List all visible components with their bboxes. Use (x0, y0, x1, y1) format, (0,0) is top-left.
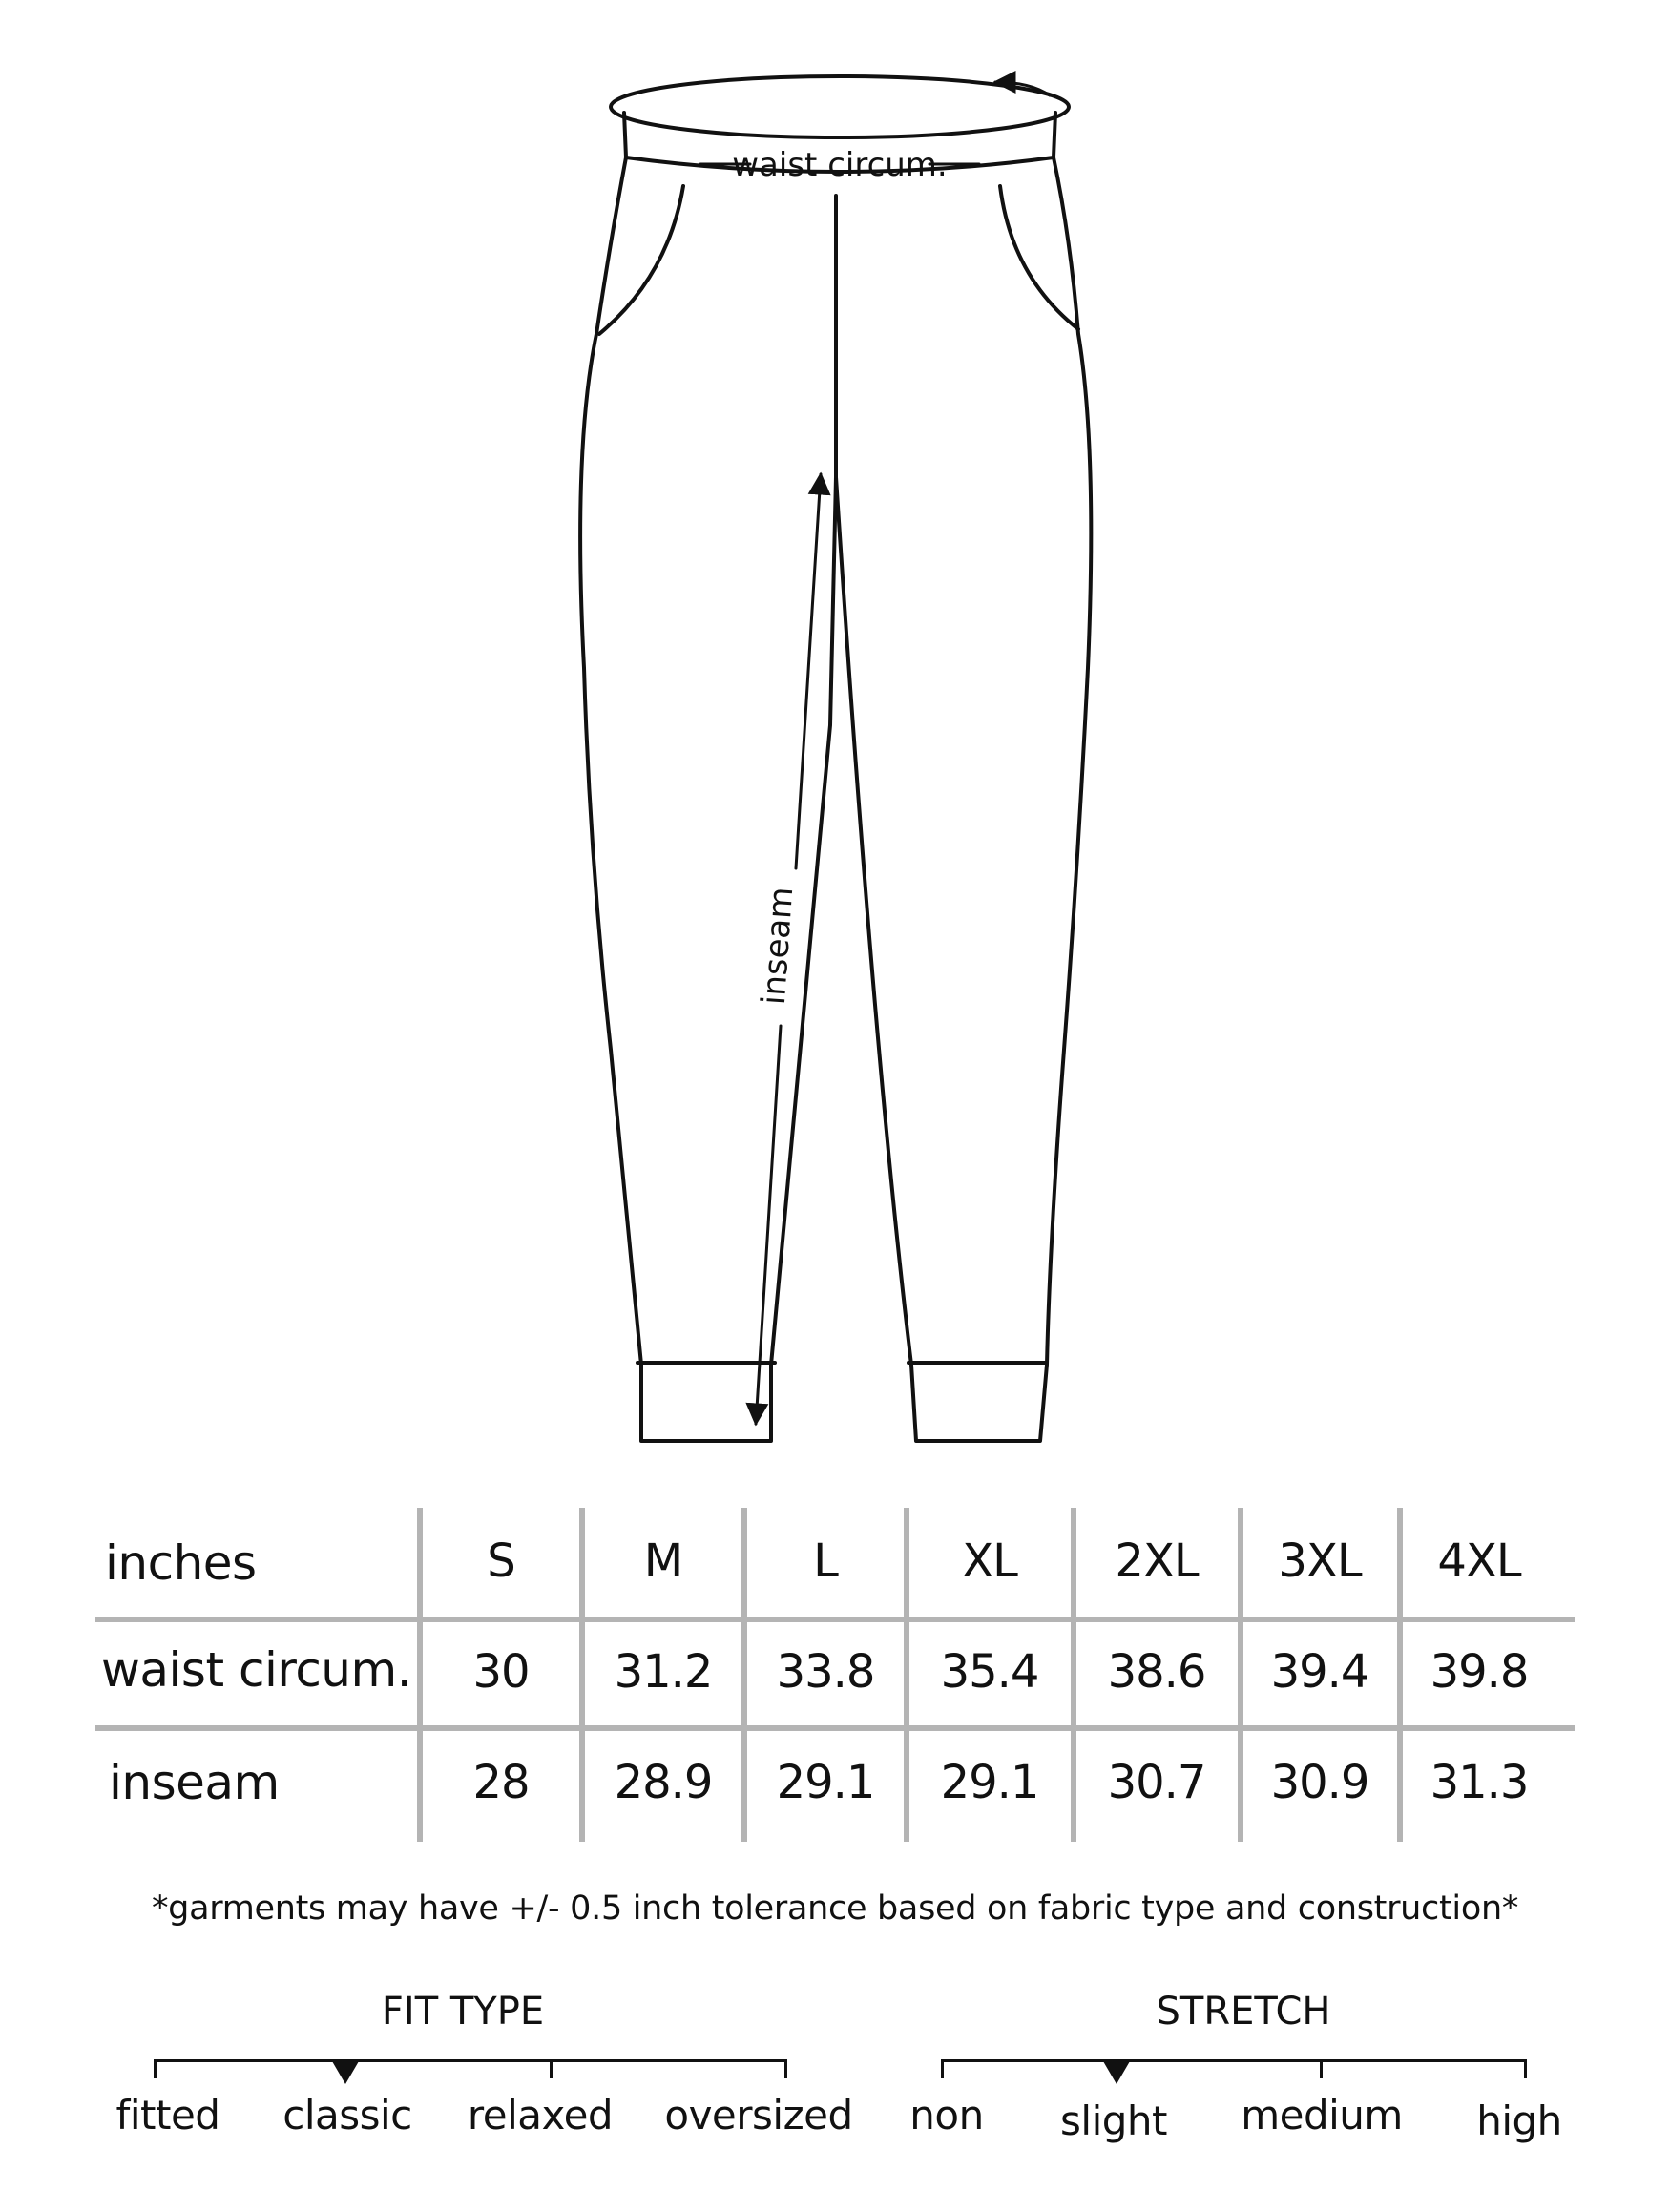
inseam-label: inseam (754, 886, 802, 1007)
table-cell: 31.3 (1430, 1756, 1529, 1809)
stretch-line (941, 2059, 1527, 2062)
size-header: 4XL (1437, 1534, 1521, 1588)
stretch-title: STRETCH (1156, 1990, 1331, 2034)
table-cell: 30 (472, 1645, 530, 1699)
table-row-divider (95, 1617, 1575, 1622)
fit-option-relaxed: relaxed (467, 2092, 614, 2139)
fit-type-tick (550, 2059, 553, 2078)
table-cell: 35.4 (940, 1645, 1039, 1699)
table-col-divider (1238, 1508, 1243, 1842)
table-row-divider (95, 1725, 1575, 1731)
size-header: 2XL (1115, 1534, 1199, 1588)
unit-label: inches (105, 1535, 257, 1591)
table-col-divider (1397, 1508, 1403, 1842)
fit-option-oversized: oversized (664, 2092, 853, 2139)
left-leg-outline (580, 157, 836, 1441)
tolerance-note: *garments may have +/- 0.5 inch tolerance based on fabric type and construction* (151, 1889, 1519, 1928)
stretch-marker-icon (1103, 2061, 1130, 2084)
table-cell: 28.9 (614, 1756, 713, 1809)
stretch-tick (941, 2059, 944, 2078)
fit-type-marker-icon (332, 2061, 359, 2084)
row-label-waist: waist circum. (101, 1642, 412, 1698)
stretch-tick (1524, 2059, 1527, 2078)
table-cell: 31.2 (614, 1645, 713, 1699)
left-pocket (599, 186, 683, 334)
inseam-arrow-top (796, 474, 821, 868)
stretch-option-non: non (909, 2092, 984, 2139)
size-header: S (487, 1534, 515, 1588)
table-cell: 39.8 (1430, 1645, 1529, 1699)
waist-label: waist circum. (732, 146, 948, 184)
fit-option-classic: classic (282, 2092, 412, 2139)
fit-type-title: FIT TYPE (381, 1990, 545, 2034)
table-col-divider (1071, 1508, 1076, 1842)
size-header: 3XL (1278, 1534, 1362, 1588)
table-col-divider (579, 1508, 585, 1842)
waist-ellipse (611, 76, 1069, 137)
size-table (95, 1508, 1575, 1842)
table-cell: 30.7 (1107, 1756, 1206, 1809)
table-cell: 30.9 (1270, 1756, 1369, 1809)
row-label-inseam: inseam (109, 1755, 280, 1810)
table-cell: 33.8 (776, 1645, 875, 1699)
size-header: XL (962, 1534, 1017, 1588)
table-cell: 29.1 (940, 1756, 1039, 1809)
table-col-divider (417, 1508, 423, 1842)
fit-type-tick (154, 2059, 157, 2078)
size-header: M (643, 1534, 683, 1588)
right-leg-outline (836, 157, 1091, 1441)
table-col-divider (741, 1508, 747, 1842)
table-col-divider (904, 1508, 909, 1842)
fit-option-fitted: fitted (115, 2092, 220, 2139)
table-cell: 28 (472, 1756, 530, 1809)
table-cell: 38.6 (1107, 1645, 1206, 1699)
table-cell: 29.1 (776, 1756, 875, 1809)
stretch-tick (1320, 2059, 1323, 2078)
stretch-option-medium: medium (1241, 2092, 1403, 2139)
fit-type-line (154, 2059, 787, 2062)
table-cell: 39.4 (1270, 1645, 1369, 1699)
size-header: L (813, 1534, 838, 1588)
right-pocket (1000, 186, 1078, 329)
stretch-option-slight: slight (1060, 2097, 1167, 2144)
stretch-option-high: high (1476, 2097, 1562, 2144)
fit-type-tick (784, 2059, 787, 2078)
